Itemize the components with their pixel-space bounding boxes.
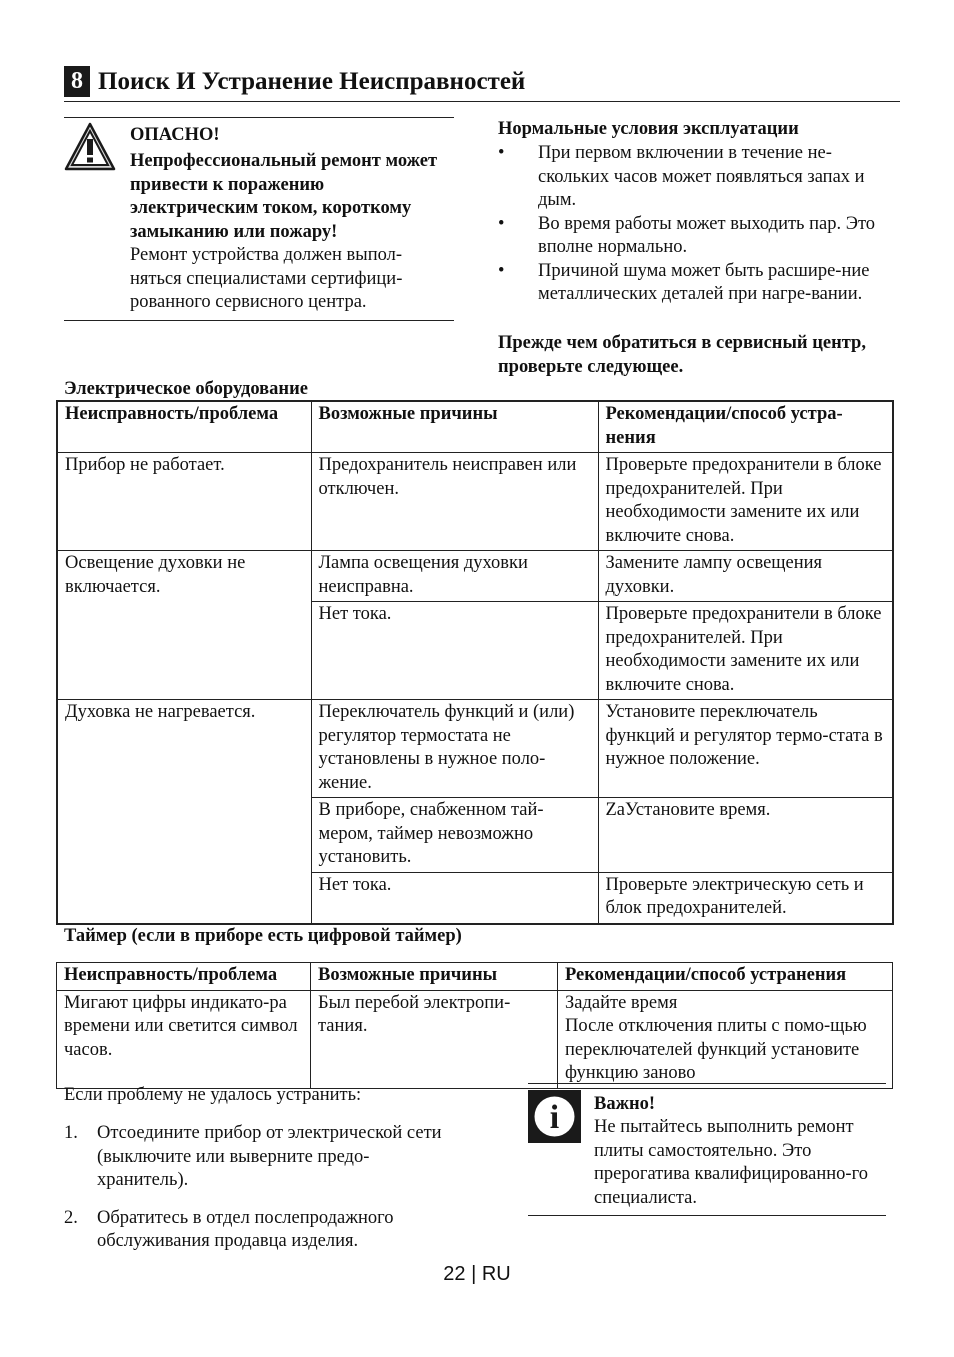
header-divider bbox=[64, 101, 900, 102]
before-service-note: Прежде чем обратиться в сервисный центр, проверьте следующее. bbox=[498, 333, 866, 377]
danger-title: ОПАСНО! bbox=[130, 125, 220, 145]
important-top-divider bbox=[528, 1083, 886, 1084]
danger-bold-text: Непрофессиональный ремонт может привести к поражению электрическим током, короткому замыканию или пожару! bbox=[130, 151, 438, 242]
cause-cell: Был перебой электропи-тания. bbox=[311, 990, 558, 1088]
normal-conditions-title: Нормальные условия эксплуатации bbox=[498, 119, 799, 139]
electrical-section-title: Электрическое оборудование bbox=[64, 379, 308, 399]
list-item bbox=[64, 1207, 454, 1254]
cause-cell: Переключатель функций и (или) регулятор термостата не установлены в нужное поло-жение. bbox=[311, 700, 598, 798]
timer-section-title: Таймер (если в приборе есть цифровой таймер) bbox=[64, 926, 462, 946]
timer-table bbox=[56, 962, 893, 1089]
problem-cell: Прибор не работает. bbox=[57, 453, 311, 551]
cause-cell: Нет тока. bbox=[311, 872, 598, 924]
page-number: 22 | RU bbox=[443, 1263, 511, 1285]
list-item: • Во время работы может выходить пар. Это вполне нормально. bbox=[498, 213, 876, 257]
remedy-cell: Проверьте предохранители в блоке предохранителей. При необходимости замените их или включите снова. bbox=[598, 453, 893, 551]
column-header: Рекомендации/способ устранения bbox=[558, 963, 893, 991]
info-icon bbox=[528, 1090, 581, 1143]
important-text: Не пытайтесь выполнить ремонт плиты самостоятельно. Это прерогатива квалифицированно-го специалиста. bbox=[594, 1117, 868, 1208]
danger-text: Ремонт устройства должен выпол-няться специалистами сертифици-рованного сервисного центра. bbox=[130, 245, 403, 312]
electrical-table bbox=[56, 400, 894, 925]
important-bottom-divider bbox=[528, 1215, 886, 1216]
step-text: Отсоедините прибор от электрической сети (выключите или выверните предо-хранитель). bbox=[97, 1123, 442, 1190]
remedy-cell bbox=[558, 990, 893, 1088]
warning-triangle-icon bbox=[64, 122, 116, 172]
column-header: Возможные причины bbox=[311, 963, 558, 991]
bullet-icon: • bbox=[498, 213, 505, 234]
remedy-cell: Установите переключатель функций и регулятор термо-стата в нужное положение. bbox=[598, 700, 893, 798]
column-header: Неисправность/проблема bbox=[57, 963, 311, 991]
table-header-row bbox=[57, 963, 893, 991]
table-header-row bbox=[57, 401, 893, 453]
remedy-cell: Проверьте электрическую сеть и блок предохранителей. bbox=[598, 872, 893, 924]
problem-cell: Освещение духовки не включается. bbox=[57, 551, 311, 700]
table-row bbox=[57, 990, 893, 1088]
table-row bbox=[57, 700, 893, 798]
step-text: Обратитесь в отдел послепродажного обслуживания продавца изделия. bbox=[97, 1207, 394, 1251]
list-item bbox=[64, 1122, 454, 1193]
danger-top-divider bbox=[64, 117, 454, 118]
column-header: Возможные причины bbox=[311, 401, 598, 453]
section-number: 8 bbox=[64, 66, 90, 97]
table-row bbox=[57, 551, 893, 602]
step-number: 2. bbox=[64, 1207, 78, 1228]
important-title: Важно! bbox=[594, 1094, 656, 1114]
problem-cell: Духовка не нагревается. bbox=[57, 700, 311, 924]
svg-text:i: i bbox=[549, 1099, 560, 1136]
cause-cell: В приборе, снабженном тай-мером, таймер невозможно установить. bbox=[311, 798, 598, 873]
list-item: • При первом включении в течение не-скольких часов может появляться запах и дым. bbox=[498, 143, 865, 210]
remedy-cell: ZaУстановите время. bbox=[598, 798, 893, 873]
table-row bbox=[57, 453, 893, 551]
list-item: • Причиной шума может быть расшире-ние металлических деталей при нагре-вании. bbox=[498, 260, 870, 304]
column-header: Рекомендации/способ устра-нения bbox=[598, 401, 893, 453]
bullet-icon: • bbox=[498, 143, 505, 163]
cause-cell: Лампа освещения духовки неисправна. bbox=[311, 551, 598, 602]
column-header: Неисправность/проблема bbox=[57, 401, 311, 453]
problem-cell: Мигают цифры индикато-ра времени или светится символ часов. bbox=[57, 990, 311, 1088]
page-title: Поиск И Устранение Неисправностей bbox=[98, 68, 526, 95]
step-number: 1. bbox=[64, 1123, 78, 1143]
cause-cell: Предохранитель неисправен или отключен. bbox=[311, 453, 598, 551]
remedy-line: После отключения плиты с помо-щью переключателей функций установите функцию заново bbox=[565, 1016, 867, 1083]
remedy-cell: Проверьте предохранители в блоке предохранителей. При необходимости замените их или включите снова. bbox=[598, 602, 893, 700]
steps-list bbox=[64, 1122, 454, 1268]
bullet-icon: • bbox=[498, 260, 505, 281]
cause-cell: Нет тока. bbox=[311, 602, 598, 700]
danger-bottom-divider bbox=[64, 320, 454, 321]
remedy-line: Задайте время bbox=[565, 992, 678, 1013]
normal-conditions-list bbox=[498, 142, 893, 307]
remedy-cell: Замените лампу освещения духовки. bbox=[598, 551, 893, 602]
if-not-solved-text: Если проблему не удалось устранить: bbox=[64, 1085, 362, 1105]
